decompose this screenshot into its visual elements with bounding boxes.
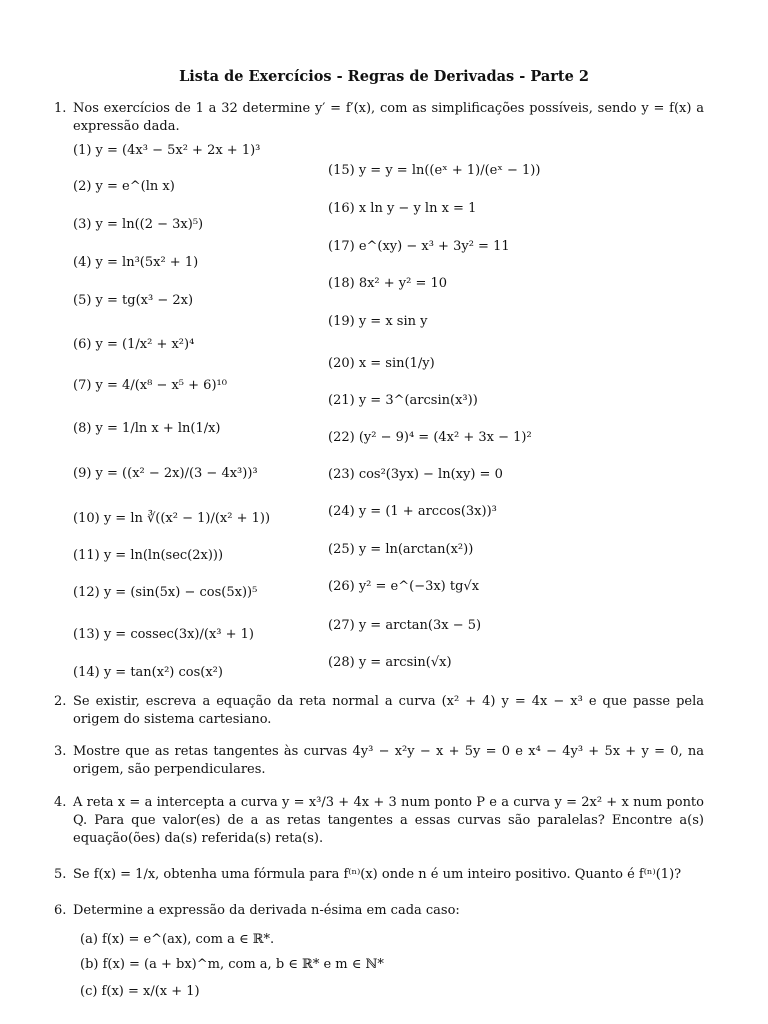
exercise-item: (23) cos²(3yx) − ln(xy) = 0 — [328, 467, 503, 482]
question-number: 5. — [54, 867, 67, 882]
exercise-item: (10) y = ln ∛((x² − 1)/(x² + 1)) — [73, 511, 271, 526]
exercise-item: (15) y = y = ln((eˣ + 1)/(eˣ − 1)) — [328, 163, 541, 178]
exercise-item: (22) (y² − 9)⁴ = (4x² + 3x − 1)² — [328, 430, 532, 445]
exercise-item: (17) e^(xy) − x³ + 3y² = 11 — [328, 239, 510, 254]
question-text: Mostre que as retas tangentes às curvas 4y³ − x²y − x + 5y = 0 e x⁴ − 4y³ + 5x + y = 0, na origem, são perpendiculares. — [73, 744, 704, 777]
question-number: 1. — [54, 101, 67, 116]
exercise-item: (2) y = e^(ln x) — [73, 179, 175, 194]
question-5 — [54, 866, 704, 884]
question-3 — [54, 743, 704, 779]
exercise-item: (3) y = ln((2 − 3x)⁵) — [73, 217, 204, 232]
exercise-item: (8) y = 1/ln x + ln(1/x) — [73, 421, 221, 436]
exercise-item: (14) y = tan(x²) cos(x²) — [73, 665, 223, 680]
exercise-item: (24) y = (1 + arccos(3x))³ — [328, 504, 497, 519]
exercise-item: (4) y = ln³(5x² + 1) — [73, 255, 199, 270]
subitem-a: (a) f(x) = e^(ax), com a ∈ ℝ*. — [80, 932, 275, 947]
question-1 — [54, 100, 704, 136]
exercise-item: (28) y = arcsin(√x) — [328, 655, 452, 670]
question-text: Nos exercícios de 1 a 32 determine y′ = f′(x), com as simplificações possíveis, sendo y = f(x) a expressão dada. — [73, 101, 704, 134]
exercise-item: (7) y = 4/(x⁸ − x⁵ + 6)¹⁰ — [73, 378, 227, 393]
question-6 — [54, 902, 704, 920]
question-number: 4. — [54, 795, 67, 810]
exercise-item: (19) y = x sin y — [328, 314, 428, 329]
question-text: Se existir, escreva a equação da reta normal a curva (x² + 4) y = 4x − x³ e que passe pela origem do sistema cartesiano. — [73, 694, 704, 727]
question-text: Se f(x) = 1/x, obtenha uma fórmula para f⁽ⁿ⁾(x) onde n é um inteiro positivo. Quanto é f⁽ⁿ⁾(1)? — [73, 867, 682, 882]
question-text: A reta x = a intercepta a curva y = x³/3 + 4x + 3 num ponto P e a curva y = 2x² + x num ponto Q. Para que valor(es) de a as retas tangentes a essas curvas são paralelas? Encontre a(s) equação(ões) da(s) referida(s) reta(s). — [73, 795, 704, 846]
subitem-b: (b) f(x) = (a + bx)^m, com a, b ∈ ℝ* e m ∈ ℕ* — [80, 957, 384, 972]
exercise-item: (21) y = 3^(arcsin(x³)) — [328, 393, 478, 408]
question-text: Determine a expressão da derivada n-ésima em cada caso: — [73, 903, 460, 918]
question-number: 6. — [54, 903, 67, 918]
exercise-item: (26) y² = e^(−3x) tg√x — [328, 579, 480, 594]
exercise-item: (18) 8x² + y² = 10 — [328, 276, 448, 291]
exercise-item: (1) y = (4x³ − 5x² + 2x + 1)³ — [73, 143, 261, 158]
page-title: Lista de Exercícios - Regras de Derivadas - Parte 2 — [179, 68, 589, 85]
exercise-item: (6) y = (1/x² + x²)⁴ — [73, 337, 195, 352]
exercise-item: (20) x = sin(1/y) — [328, 356, 435, 371]
exercise-item: (25) y = ln(arctan(x²)) — [328, 542, 474, 557]
question-number: 2. — [54, 694, 67, 709]
question-number: 3. — [54, 744, 67, 759]
exercise-item: (5) y = tg(x³ − 2x) — [73, 293, 194, 308]
exercise-item: (13) y = cossec(3x)/(x³ + 1) — [73, 627, 254, 642]
question-4 — [54, 794, 704, 848]
exercise-item: (27) y = arctan(3x − 5) — [328, 618, 482, 633]
question-2 — [54, 693, 704, 729]
exercise-item: (16) x ln y − y ln x = 1 — [328, 201, 477, 216]
subitem-c: (c) f(x) = x/(x + 1) — [80, 984, 200, 999]
exercise-item: (12) y = (sin(5x) − cos(5x))⁵ — [73, 585, 258, 600]
exercise-item: (9) y = ((x² − 2x)/(3 − 4x³))³ — [73, 466, 258, 481]
exercise-item: (11) y = ln(ln(sec(2x))) — [73, 548, 224, 563]
